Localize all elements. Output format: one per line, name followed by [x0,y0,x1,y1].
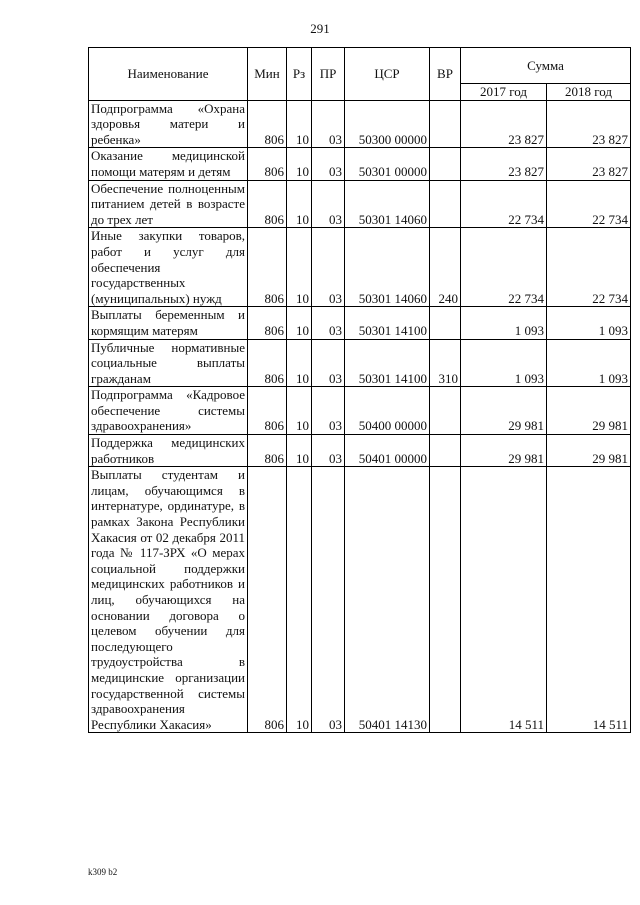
row-amount-2017: 23 827 [461,100,547,148]
row-min: 806 [248,387,287,435]
row-name: Поддержка медицинских работников [89,435,248,467]
row-min: 806 [248,148,287,180]
row-min: 806 [248,228,287,307]
row-pr: 03 [312,180,345,228]
table-row [89,307,631,339]
row-amount-2018: 14 511 [547,467,631,733]
row-csr: 50301 14100 [345,339,430,387]
table-body [89,100,631,733]
row-rz: 10 [287,435,312,467]
row-amount-2018: 1 093 [547,307,631,339]
header-vr: ВР [430,48,461,101]
row-vr [430,148,461,180]
table-row [89,100,631,148]
row-vr: 310 [430,339,461,387]
row-name: Обеспечение полноценным питанием детей в возрасте до трех лет [89,180,248,228]
row-amount-2018: 23 827 [547,148,631,180]
header-csr: ЦСР [345,48,430,101]
table-row [89,180,631,228]
row-pr: 03 [312,387,345,435]
row-amount-2017: 29 981 [461,387,547,435]
row-amount-2017: 1 093 [461,339,547,387]
row-csr: 50301 14060 [345,180,430,228]
row-rz: 10 [287,339,312,387]
row-name: Иные закупки товаров, работ и услуг для обеспечения государственных (муниципальных) нужд [89,228,248,307]
row-pr: 03 [312,467,345,733]
row-rz: 10 [287,100,312,148]
row-csr: 50301 00000 [345,148,430,180]
row-min: 806 [248,307,287,339]
page-number: 291 [310,21,330,36]
row-csr: 50301 14100 [345,307,430,339]
row-vr [430,467,461,733]
row-vr [430,387,461,435]
row-amount-2017: 23 827 [461,148,547,180]
row-rz: 10 [287,180,312,228]
header-sum: Сумма [461,48,631,84]
row-vr [430,180,461,228]
row-name: Подпрограмма «Кадровое обеспечение системы здравоохранения» [89,387,248,435]
row-name: Подпрограмма «Охрана здоровья матери и ребенка» [89,100,248,148]
row-csr: 50301 14060 [345,228,430,307]
row-rz: 10 [287,467,312,733]
row-amount-2018: 29 981 [547,435,631,467]
row-vr [430,100,461,148]
row-rz: 10 [287,148,312,180]
row-amount-2017: 22 734 [461,228,547,307]
row-amount-2017: 1 093 [461,307,547,339]
budget-table [88,47,631,733]
row-min: 806 [248,100,287,148]
row-rz: 10 [287,228,312,307]
row-amount-2018: 23 827 [547,100,631,148]
table-row [89,339,631,387]
row-amount-2018: 22 734 [547,180,631,228]
row-name: Публичные нормативные социальные выплаты гражданам [89,339,248,387]
table-row [89,435,631,467]
header-min: Мин [248,48,287,101]
footer-code: k309 b2 [88,867,118,877]
row-pr: 03 [312,100,345,148]
header-rz: Рз [287,48,312,101]
row-vr: 240 [430,228,461,307]
row-amount-2017: 14 511 [461,467,547,733]
header-name: Наименование [89,48,248,101]
row-name: Выплаты студентам и лицам, обучающимся в интернатуре, ординатуре, в рамках Закона Республики Хакасия от 02 декабря 2011 года № 117-ЗРХ «О мерах социальной поддержки медицинских работников и лиц, обучающихся на основании договора о целевом обучении для последующего трудоустройства в медицинские организации государственной системы здравоохранения Республики Хакасия» [89,467,248,733]
table-row [89,148,631,180]
row-amount-2017: 22 734 [461,180,547,228]
row-amount-2018: 1 093 [547,339,631,387]
row-min: 806 [248,435,287,467]
row-min: 806 [248,467,287,733]
table-row [89,387,631,435]
row-csr: 50401 14130 [345,467,430,733]
header-pr: ПР [312,48,345,101]
row-vr [430,435,461,467]
row-pr: 03 [312,228,345,307]
row-pr: 03 [312,148,345,180]
row-rz: 10 [287,387,312,435]
row-amount-2018: 22 734 [547,228,631,307]
row-amount-2017: 29 981 [461,435,547,467]
row-csr: 50400 00000 [345,387,430,435]
row-vr [430,307,461,339]
row-pr: 03 [312,307,345,339]
header-2018: 2018 год [547,84,631,101]
row-csr: 50401 00000 [345,435,430,467]
row-pr: 03 [312,339,345,387]
row-name: Оказание медицинской помощи матерям и детям [89,148,248,180]
header-2017: 2017 год [461,84,547,101]
table-row [89,228,631,307]
row-name: Выплаты беременным и кормящим матерям [89,307,248,339]
table-row [89,467,631,733]
row-min: 806 [248,339,287,387]
row-csr: 50300 00000 [345,100,430,148]
row-amount-2018: 29 981 [547,387,631,435]
row-rz: 10 [287,307,312,339]
row-min: 806 [248,180,287,228]
row-pr: 03 [312,435,345,467]
